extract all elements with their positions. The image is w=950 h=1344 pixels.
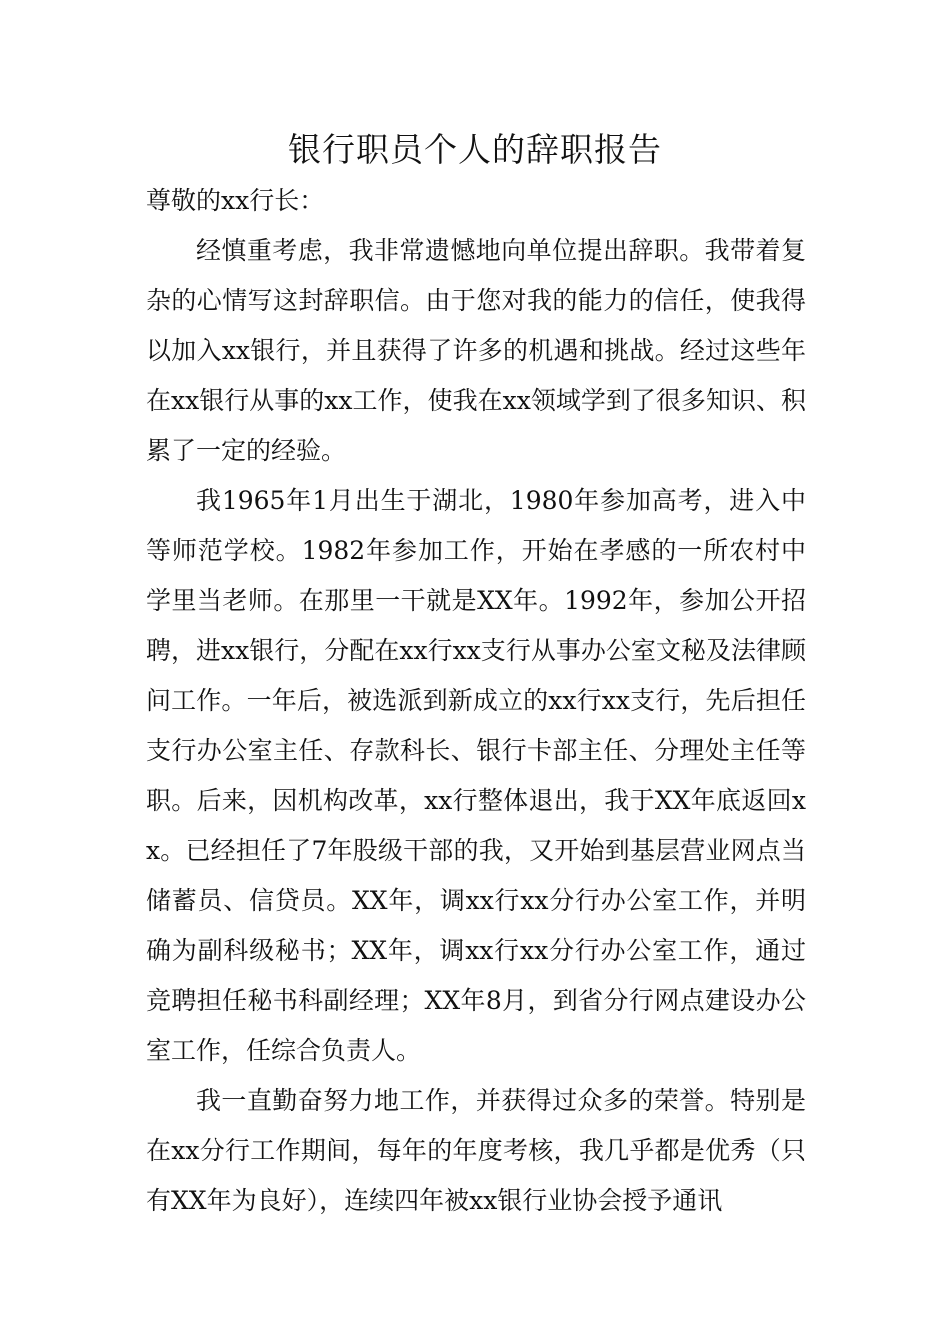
document-title: 银行职员个人的辞职报告 (288, 130, 662, 169)
document-body (146, 176, 806, 1226)
paragraph-2: 我1965年1月出生于湖北，1980年参加高考，进入中等师范学校。1982年参加工作，开始在孝感的一所农村中学里当老师。在那里一干就是XX年。1992年，参加公开招聘，进xx银行，分配在xx行xx支行从事办公室文秘及法律顾问工作。一年后，被选派到新成立的xx行xx支行，先后担任支行办公室主任、存款科长、银行卡部主任、分理处主任等职。后来，因机构改革，xx行整体退出，我于XX年底返回xx。已经担任了7年股级干部的我，又开始到基层营业网点当储蓄员、信贷员。XX年，调xx行xx分行办公室工作，并明确为副科级秘书；XX年，调xx行xx分行办公室工作，通过竞聘担任秘书科副经理；XX年8月，到省分行网点建设办公室工作，任综合负责人。 (146, 486, 806, 1065)
greeting-line: 尊敬的xx行长： (146, 186, 325, 215)
paragraph-1: 经慎重考虑，我非常遗憾地向单位提出辞职。我带着复杂的心情写这封辞职信。由于您对我的能力的信任，使我得以加入xx银行，并且获得了许多的机遇和挑战。经过这些年在xx银行从事的xx工作，使我在xx领域学到了很多知识、积累了一定的经验。 (146, 236, 806, 465)
paragraph-3: 我一直勤奋努力地工作，并获得过众多的荣誉。特别是在xx分行工作期间，每年的年度考核，我几乎都是优秀（只有XX年为良好），连续四年被xx银行业协会授予通讯 (146, 1086, 806, 1215)
